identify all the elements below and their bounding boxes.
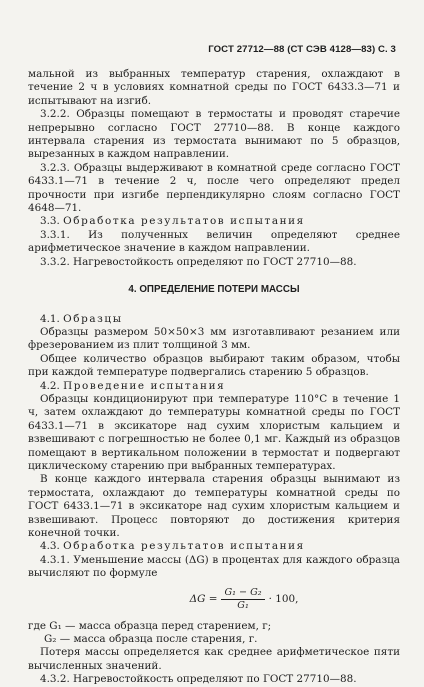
subheading-4-2-title: Проведение испытания [63,379,226,392]
subheading-4-1-number: 4.1. [40,312,60,325]
paragraph-3-2-2: 3.2.2. Образцы помещают в термостаты и проводят старечие непрерывно согласно ГОСТ 27710—88. В конце каждого интервала старения из термостата вынимают по 5 образцов, вырезанных в каждом направлении. [28,108,400,161]
subheading-4-3-number: 4.3. [40,540,60,553]
paragraph-continuation: мальной из выбранных температур старения, охлаждают в течение 2 ч в условиях комнатной среды по ГОСТ 6433.3—71 и испытывают на изгиб. [28,68,400,107]
paragraph-4-1-a: Образцы размером 50×50×3 мм изготавливают резанием или фрезерованием из плит толщиной 3 мм. [28,325,400,352]
formula-where-line-2: G₂ — масса образца после старения, г. [44,633,258,646]
running-header: ГОСТ 27712—88 (СТ СЭВ 4128—83) С. 3 [208,44,396,55]
paragraph-3-2-3: 3.2.3. Образцы выдерживают в комнатной среде согласно ГОСТ 6433.1—71 в течение 2 ч, после чего определяют предел прочности при изгибе перпендикулярно слоям согласно ГОСТ 4648—71. [28,161,400,215]
paragraph-4-2-b: В конце каждого интервала старения образцы вынимают из термостата, охлаждают до температуры комнатной среды по ГОСТ 6433.1—71 в эксикаторе над сухим хлористым кальцием и взвешивают. Процесс повторяют до достижения критерия конечной точки. [28,473,400,539]
paragraph-3-3-2: 3.3.2. Нагревостойкость определяют по ГОСТ 27710—88. [40,255,357,268]
subheading-3-3-title: Обработка результатов испытания [63,215,305,228]
paragraph-4-3-2: 4.3.2. Нагревостойкость определяют по ГОСТ 27710—88. [40,673,357,686]
formula-numerator: G₁ − G₂ [221,587,264,600]
subheading-4-1 [28,313,400,326]
subheading-4-2 [28,380,400,393]
formula-fraction [221,587,264,612]
mass-loss-formula [88,586,400,614]
subheading-3-3-number: 3.3. [40,215,60,228]
document-body [28,68,400,687]
paragraph-4-3-1-b: Потеря массы определяется как среднее арифметическое пяти вычисленных значений. [28,646,400,672]
subheading-4-3 [28,540,400,553]
paragraph-4-1-b: Общее количество образцов выбирают таким образом, чтобы при каждой температуре подвергались старению 5 образцов. [28,352,400,379]
paragraph-4-3-1: 4.3.1. Уменьшение массы (ΔG) в процентах для каждого образца вычисляют по формуле [28,553,400,580]
section-4-heading: 4. ОПРЕДЕЛЕНИЕ ПОТЕРИ МАССЫ [128,284,300,296]
formula-rhs: · 100, [268,592,299,605]
subheading-4-3-title: Обработка результатов испытания [63,540,305,553]
paragraph-3-3-1: 3.3.1. Из полученных величин определяют среднее арифметическое значение в каждом направлении. [28,228,400,255]
subheading-4-2-number: 4.2. [40,379,60,392]
formula-lhs: ΔG = [189,592,218,605]
subheading-4-1-title: Образцы [63,312,123,325]
formula-denominator: G₁ [237,600,249,612]
formula-where-line-1: где G₁ — масса образца перед старением, г; [28,619,272,632]
paragraph-4-2-a: Образцы кондиционируют при температуре 110°С в течение 1 ч, затем охлаждают до температуры комнатной среды по ГОСТ 6433.1—71 в эксикаторе над сухим хлористым кальцием и взвешивают с погрешностью не более 0,1 мг. Каждый из образцов помещают в вертикальном положении в термостат и подвергают циклическому старению при выбранных температурах. [28,392,400,472]
subheading-3-3 [28,215,400,228]
